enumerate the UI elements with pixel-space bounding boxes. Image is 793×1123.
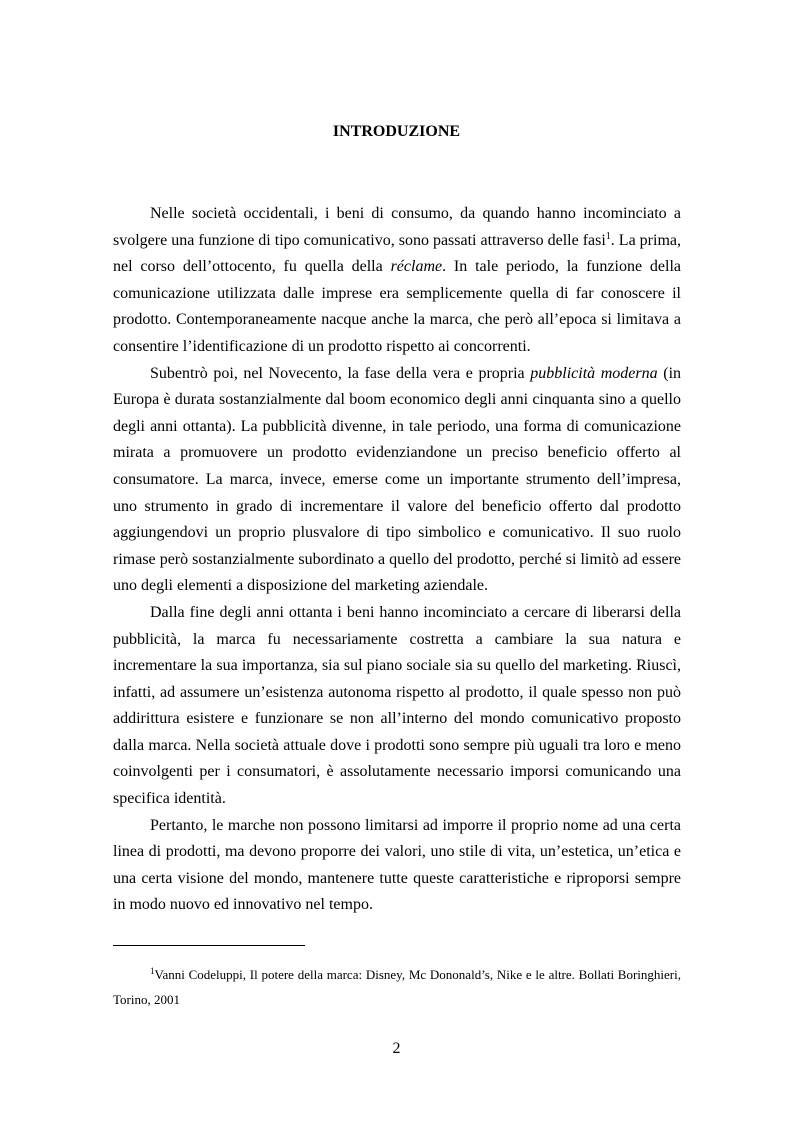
footnote-marker: 1 xyxy=(150,966,155,976)
paragraph-1-text-a: Nelle società occidentali, i beni di consumo, da quando hanno incominciato a svolgere una funzione di tipo comunicativo, sono passati attraverso delle fasi xyxy=(113,205,681,249)
footnote-text: Vanni Codeluppi, Il potere della marca: Disney, Mc Dononald’s, Nike e le altre. Bollati Boringhieri, Torino, 2001 xyxy=(113,967,681,1007)
paragraph-2-text-b: (in Europa è durata sostanzialmente dal boom economico degli anni cinquanta sino a quello degli anni ottanta). La pubblicità divenne, in tale periodo, una forma di comunicazione mirata a promuovere un prodotto evidenziandone un preciso beneficio offerto al consumatore. La marca, invece, emerse come un importante strumento dell’impresa, uno strumento in grado di incrementare il valore del beneficio offerto dal prodotto aggiungendovi un proprio plusvalore di tipo simbolico e comunicativo. Il suo ruolo rimase però sostanzialmente subordinato a quello del prodotto, perché si limitò ad essere uno degli elementi a disposizione del marketing aziendale. xyxy=(113,364,682,595)
paragraph-2-italic: pubblicità moderna xyxy=(530,364,658,382)
body-text xyxy=(113,201,681,919)
paragraph-2-text-a: Subentrò poi, nel Novecento, la fase della vera e propria xyxy=(150,364,531,382)
page-number: 2 xyxy=(392,1040,401,1057)
page-title: INTRODUZIONE xyxy=(332,123,461,140)
footnote-separator xyxy=(113,945,305,946)
paragraph-1-italic: réclame xyxy=(390,258,443,276)
paragraph-1-text-c: . In tale periodo, la funzione della comunicazione utilizzata dalle imprese era semplicemente quella di far conoscere il prodotto. Contemporaneamente nacque anche la marca, che però all’epoca si limitava a consentire l’identificazione di un prodotto rispetto ai concorrenti. xyxy=(113,258,681,355)
paragraph-2 xyxy=(113,361,681,600)
paragraph-3: Dalla fine degli anni ottanta i beni hanno incominciato a cercare di liberarsi della pubblicità, la marca fu necessariamente costretta a cambiare la sua natura e incrementare la sua importanza, sia sul piano sociale sia su quello del marketing. Riuscì, infatti, ad assumere un’esistenza autonoma rispetto al prodotto, il quale spesso non può addirittura esistere e funzionare se non all’interno del mondo comunicativo proposto dalla marca. Nella società attuale dove i prodotti sono sempre più uguali tra loro e meno coinvolgenti per i consumatori, è assolutamente necessario imporsi comunicando una specifica identità. xyxy=(113,603,681,808)
paragraph-1 xyxy=(113,201,681,361)
footnote-1 xyxy=(113,962,681,1012)
paragraph-4: Pertanto, le marche non possono limitarsi ad imporre il proprio nome ad una certa linea di prodotti, ma devono proporre dei valori, uno stile di vita, un’estetica, un’etica e una certa visione del mondo, mantenere tutte queste caratteristiche e riproporsi sempre in modo nuovo ed innovativo nel tempo. xyxy=(113,816,681,914)
footnote-reference[interactable]: 1 xyxy=(605,230,611,242)
paragraph-1-text-b: . La prima, nel corso dell’ottocento, fu quella della xyxy=(113,231,681,276)
footnote xyxy=(113,962,681,1012)
